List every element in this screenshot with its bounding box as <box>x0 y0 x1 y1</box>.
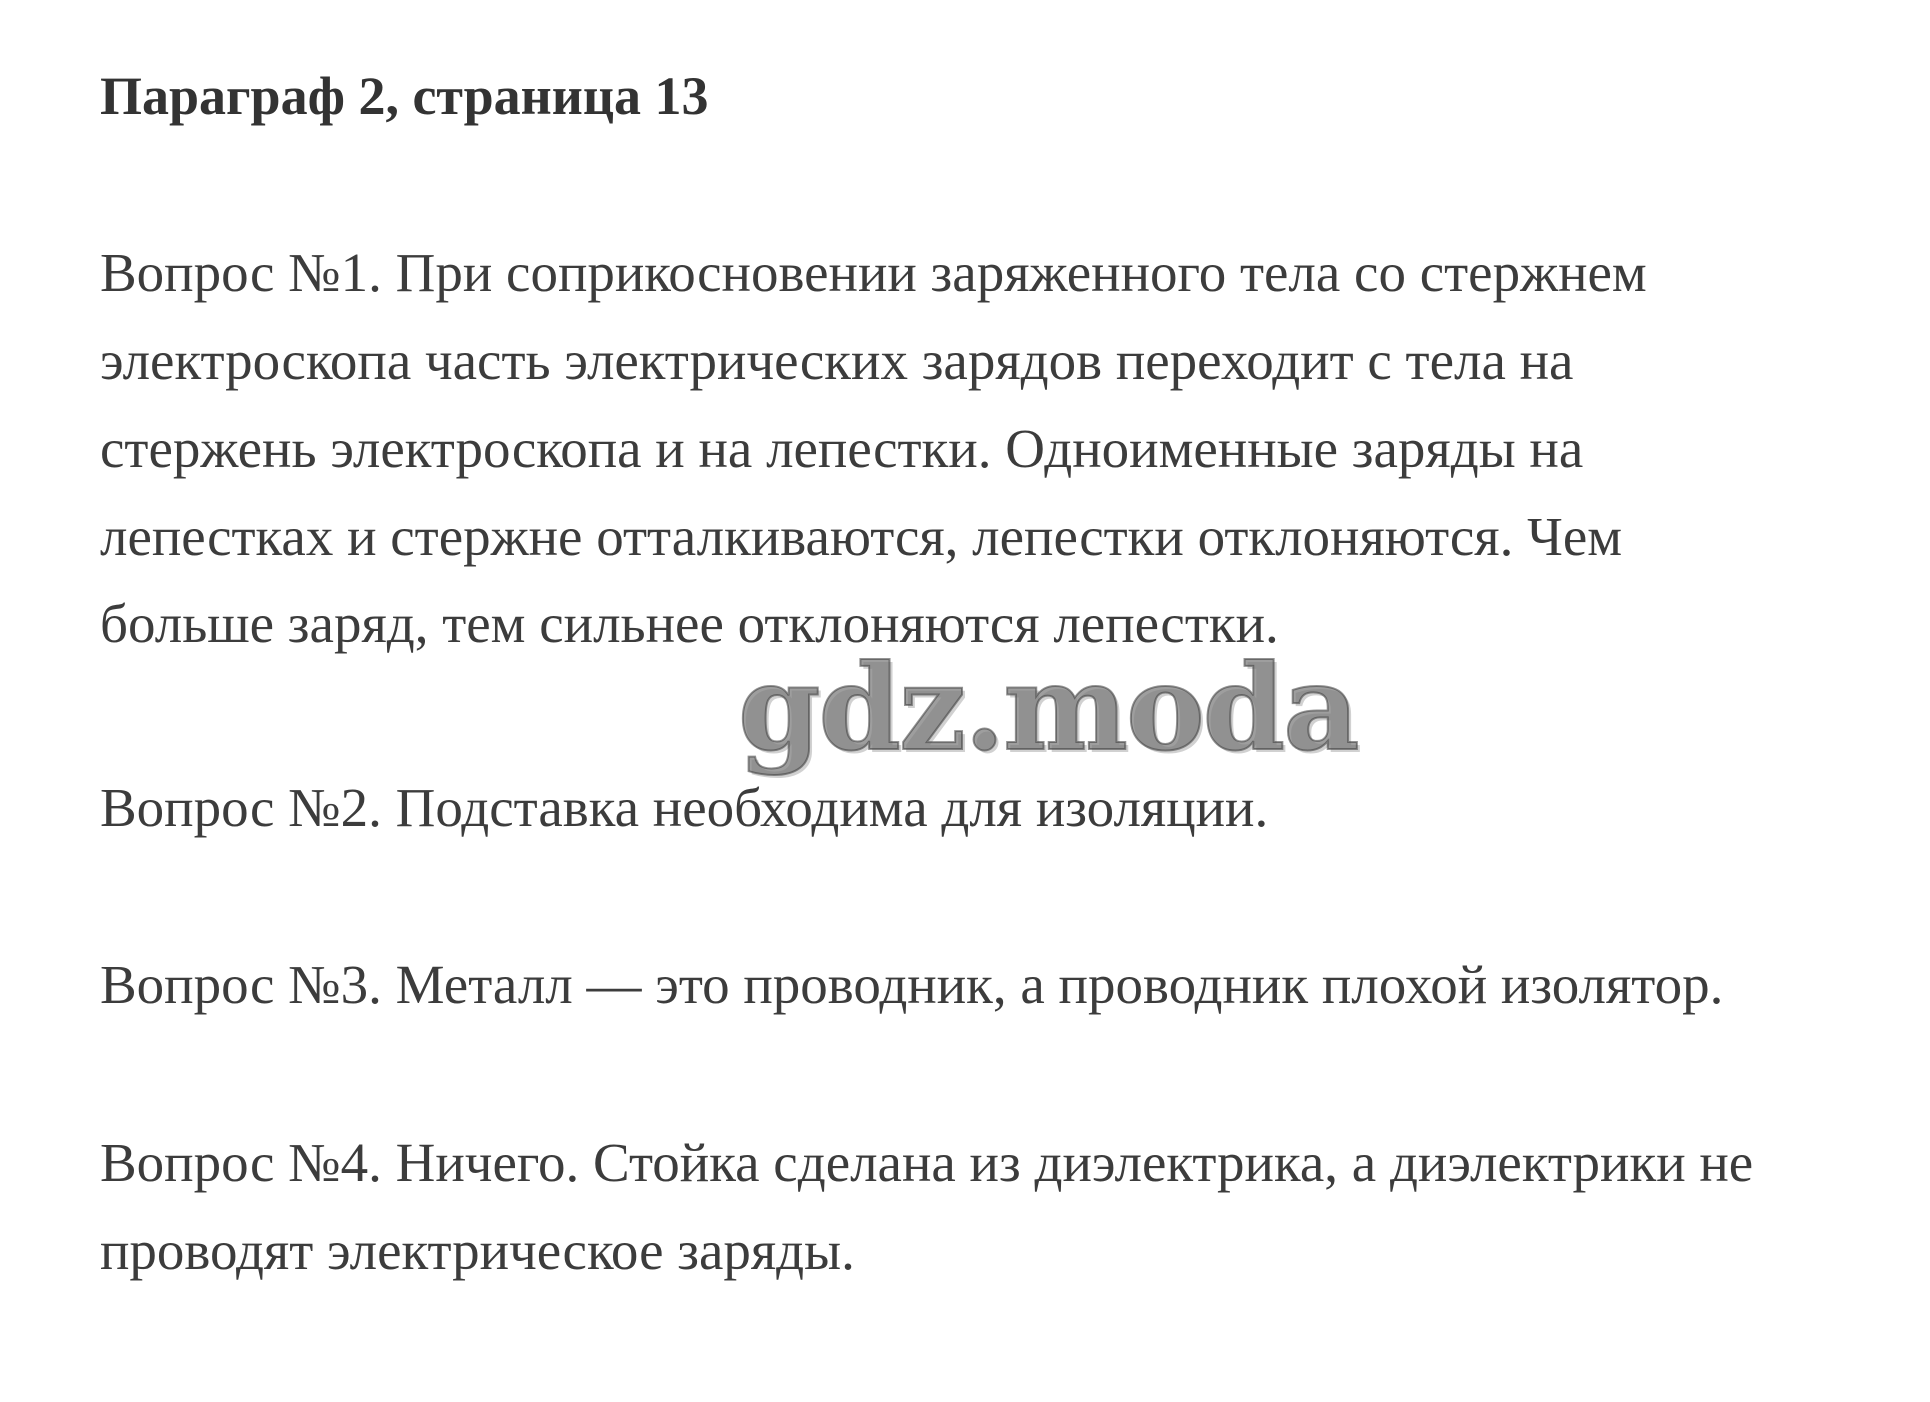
answer-1-line-3: стержень электроскопа и на лепестки. Одноименные заряды на <box>100 418 1584 479</box>
answer-4-line-2: проводят электрическое заряды. <box>100 1220 855 1281</box>
answer-4-line-1: Вопрос №4. Ничего. Стойка сделана из диэлектрика, а диэлектрики не <box>100 1132 1754 1193</box>
answer-1-line-2: электроскопа часть электрических зарядов переходит с тела на <box>100 330 1574 391</box>
answer-1-line-5: больше заряд, тем сильнее отклоняются лепестки. <box>100 593 1279 654</box>
answer-1-line-4: лепестках и стержне отталкиваются, лепестки отклоняются. Чем <box>100 506 1623 567</box>
page-heading: Параграф 2, страница 13 <box>100 66 709 126</box>
answer-3-line-1: Вопрос №3. Металл — это проводник, а проводник плохой изолятор. <box>100 954 1724 1015</box>
answer-2-line-1: Вопрос №2. Подставка необходима для изоляции. <box>100 777 1269 838</box>
answer-1-line-1: Вопрос №1. При соприкосновении заряженного тела со стержнем <box>100 242 1647 303</box>
watermark-logo: gdz.moda <box>738 638 1358 777</box>
